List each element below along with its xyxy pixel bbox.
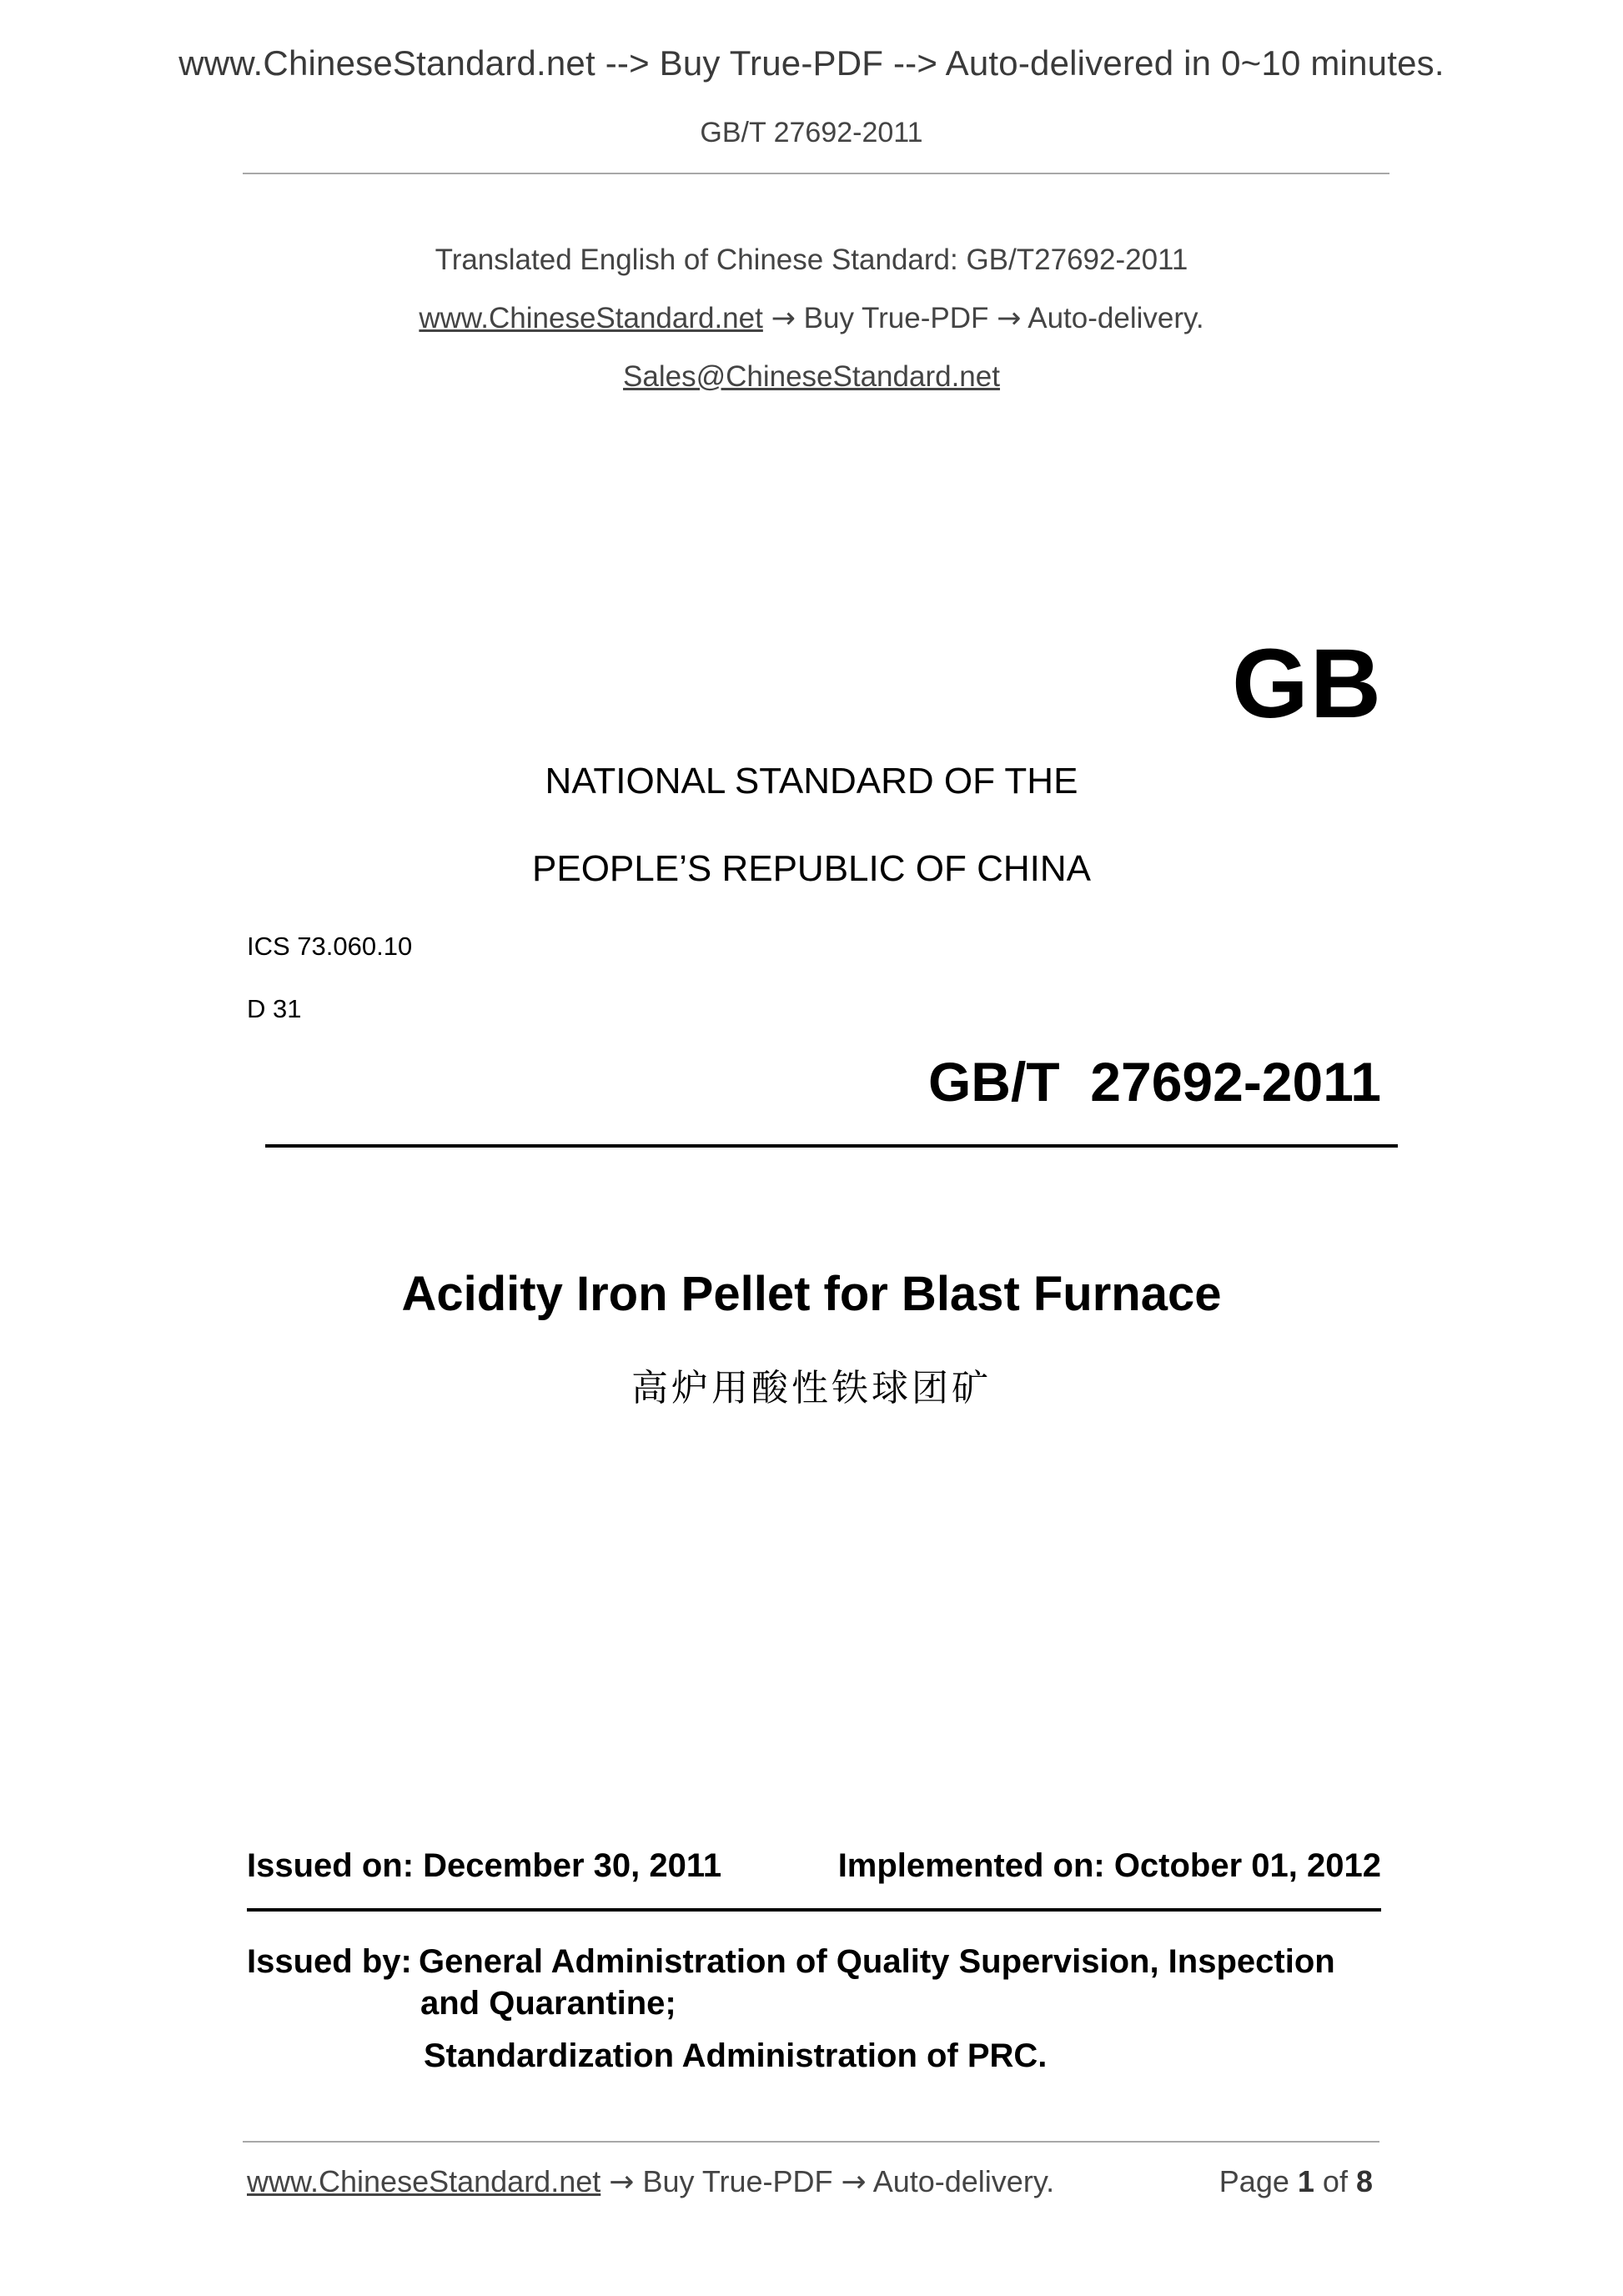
page-indicator xyxy=(1219,2164,1373,2199)
sales-email-line xyxy=(0,360,1623,394)
arrow-right-icon: → xyxy=(997,302,1022,335)
issuer-line3: Standardization Administration of PRC. xyxy=(424,2037,1048,2074)
implemented-on-date: Implemented on: October 01, 2012 xyxy=(837,1847,1381,1884)
dates-divider xyxy=(247,1908,1381,1912)
document-title-chinese: 高炉用酸性铁球团矿 xyxy=(631,1367,992,1409)
national-standard-line1: NATIONAL STANDARD OF THE xyxy=(545,761,1078,801)
header-standard-code: GB/T 27692-2011 xyxy=(700,117,923,148)
footer-buy-text: Buy True-PDF xyxy=(642,2164,833,2198)
arrow-right-icon: → xyxy=(841,2165,867,2199)
sales-email-link[interactable]: Sales@ChineseStandard.net xyxy=(623,360,1000,393)
arrow-right-icon: → xyxy=(609,2165,635,2199)
issued-by-label: Issued by: xyxy=(247,1943,412,1980)
footer-site-link[interactable]: www.ChineseStandard.net xyxy=(247,2164,601,2198)
issued-on-date: Issued on: December 30, 2011 xyxy=(247,1847,722,1884)
footer-auto-text: Auto-delivery. xyxy=(872,2164,1055,2198)
buy-true-pdf-text: Buy True-PDF xyxy=(803,302,989,334)
gb-logo: GB xyxy=(1232,629,1383,739)
standard-number: GB/T 27692-2011 xyxy=(927,1051,1381,1113)
header-divider xyxy=(243,173,1389,174)
top-banner: www.ChineseStandard.net --> Buy True-PDF --> Auto-delivered in 0~10 minutes. xyxy=(178,43,1445,83)
issuer-line2: and Quarantine; xyxy=(420,1985,676,2022)
classification-code: D 31 xyxy=(247,994,302,1023)
page-label: Page xyxy=(1219,2164,1289,2198)
national-standard-line2: PEOPLE’S REPUBLIC OF CHINA xyxy=(532,848,1091,889)
purchase-line xyxy=(0,302,1623,335)
site-link[interactable]: www.ChineseStandard.net xyxy=(419,302,763,334)
document-title-english: Acidity Iron Pellet for Blast Furnace xyxy=(401,1267,1222,1321)
standard-number-divider xyxy=(265,1144,1398,1148)
of-label: of xyxy=(1322,2164,1348,2198)
issuer-line1: General Administration of Quality Supervision, Inspection xyxy=(419,1943,1335,1980)
ics-code: ICS 73.060.10 xyxy=(247,932,413,961)
translation-note: Translated English of Chinese Standard: GB/T27692-2011 xyxy=(435,244,1188,276)
page-total: 8 xyxy=(1355,2164,1373,2198)
page-number: 1 xyxy=(1297,2164,1314,2198)
footer-divider xyxy=(243,2141,1379,2143)
footer-purchase-line xyxy=(247,2164,1054,2199)
auto-delivery-text: Auto-delivery. xyxy=(1028,302,1204,334)
arrow-right-icon: → xyxy=(771,302,796,335)
